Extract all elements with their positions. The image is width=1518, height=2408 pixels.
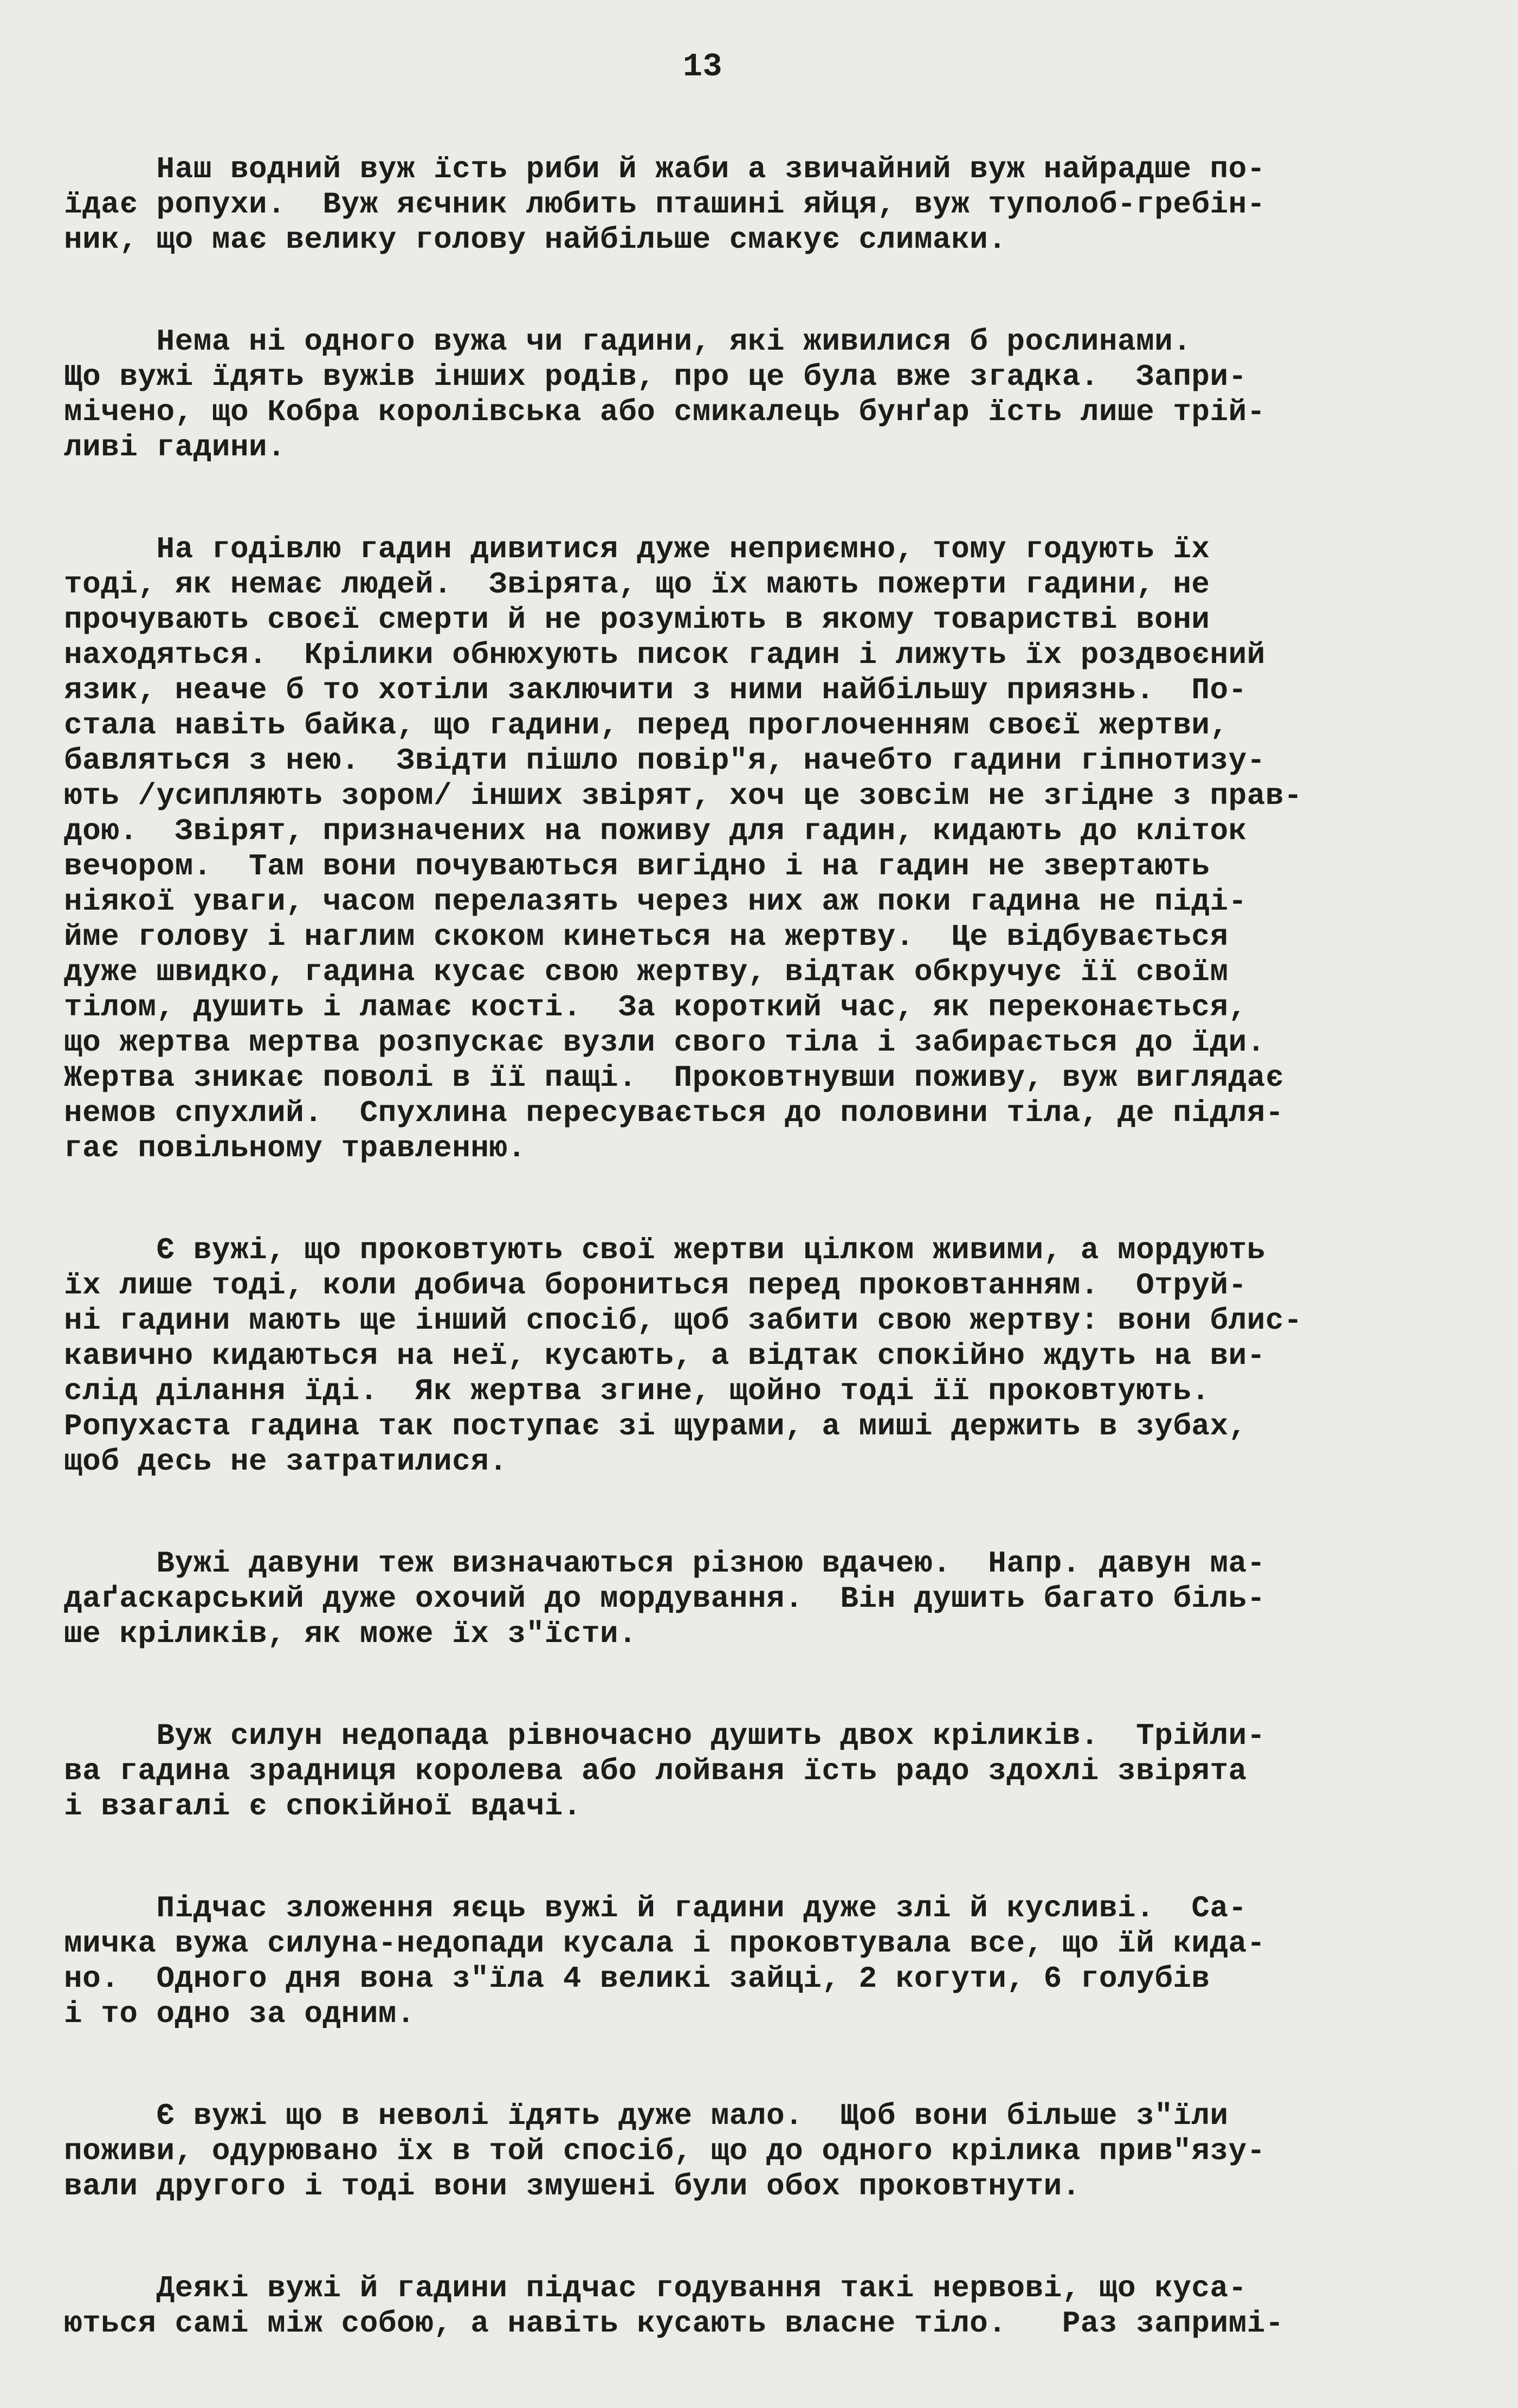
paragraph [64,1891,1473,2032]
text-line: Ропухаста гадина так поступає зі щурами, а миші держить в зубах, [64,1409,1247,1444]
text-line: Вужі давуни теж визначаються різною вдачею. Напр. давун ма- [64,1546,1265,1581]
text-line: Є вужі, що проковтують свої жертви цілком живими, а мордують [64,1233,1265,1267]
paragraph [64,152,1473,257]
paragraph [64,1718,1473,1824]
document-body [64,152,1473,2408]
text-line: ник, що має велику голову найбільше смакує слимаки. [64,222,1007,257]
text-line: прочувають своєї смерти й не розуміють в якому товаристві вони [64,602,1210,637]
text-line: На годівлю гадин дивитися дуже неприємно, тому годують їх [64,532,1210,566]
text-line: Нема ні одного вужа чи гадини, які живилися б рослинами. [64,324,1192,359]
text-line: ніякої уваги, часом перелазять через них аж поки гадина не піді- [64,884,1247,919]
text-line: що жертва мертва розпускає вузли свого тіла і забирається до їди. [64,1025,1265,1060]
text-line: ше кріликів, як може їх з"їсти. [64,1617,637,1651]
text-line: і то одно за одним. [64,1997,416,2031]
text-line: ються самі між собою, а навіть кусають власне тіло. Раз запримі- [64,2306,1284,2341]
text-line: бавляться з нею. Звідти пішло повір"я, начебто гадини гіпнотизу- [64,743,1265,778]
text-line: щоб десь не затратилися. [64,1444,508,1479]
paragraph [64,324,1473,465]
text-line: находяться. Крілики обнюхують писок гадин і лижуть їх роздвоєний [64,638,1265,672]
text-line: Є вужі що в неволі їдять дуже мало. Щоб вони більше з"їли [64,2098,1229,2133]
paragraph [64,2098,1473,2204]
text-line: їх лише тоді, коли добича борониться перед проковтанням. Отруй- [64,1268,1247,1303]
text-line: тоді, як немає людей. Звірята, що їх мають пожерти гадини, не [64,567,1210,602]
paragraph [64,1546,1473,1652]
text-line: ливі гадини. [64,430,286,465]
text-line: поживи, одурювано їх в той спосіб, що до одного крілика прив"язу- [64,2134,1265,2168]
text-line: язик, неаче б то хотіли заключити з ними найбільшу приязнь. По- [64,673,1247,707]
text-line: йме голову і наглим скоком кинеться на жертву. Це відбувається [64,919,1229,954]
text-line: немов спухлий. Спухлина пересувається до половини тіла, де підля- [64,1096,1284,1130]
text-line: ють /усипляють зором/ інших звірят, хоч це зовсім не згідне з прав- [64,778,1303,813]
text-line: тілом, душить і ламає кості. За короткий час, як переконається, [64,990,1247,1025]
text-line: но. Одного дня вона з"їла 4 великі зайці, 2 когути, 6 голубів [64,1961,1210,1996]
text-line: ні гадини мають ще інший спосіб, щоб забити свою жертву: вони блис- [64,1303,1303,1338]
text-line: їдає ропухи. Вуж яєчник любить пташині яйця, вуж туполоб-гребін- [64,187,1265,222]
text-line: кавично кидаються на неї, кусають, а відтак спокійно ждуть на ви- [64,1338,1265,1373]
text-line: Що вужі їдять вужів інших родів, про це була вже згадка. Запри- [64,359,1247,394]
text-line: слід ділання їді. Як жертва згине, щойно тоді її проковтують. [64,1374,1210,1408]
text-line: Наш водний вуж їсть риби й жаби а звичайний вуж найрадше по- [64,152,1265,186]
text-line: Жертва зникає поволі в її пащі. Проковтнувши поживу, вуж виглядає [64,1060,1284,1095]
text-line: Підчас зложення яєць вужі й гадини дуже злі й кусливі. Са- [64,1891,1247,1926]
text-line: вечором. Там вони почуваються вигідно і на гадин не звертають [64,849,1210,884]
text-line: дуже швидко, гадина кусає свою жертву, відтак обкручує її своїм [64,955,1229,989]
page-number: 13 [683,49,723,86]
text-line: вали другого і тоді вони змушені були обох проковтнути. [64,2169,1081,2204]
text-line: гає повільному травленню. [64,1131,526,1166]
text-line: стала навіть байка, що гадини, перед проглоченням своєї жертви, [64,708,1229,743]
paragraph [64,1233,1473,1479]
paragraph [64,2271,1473,2341]
paragraph [64,532,1473,1166]
text-line: даґаскарський дуже охочий до мордування. Він душить багато біль- [64,1581,1265,1616]
text-line: мічено, що Кобра королівська або смикалець бунґар їсть лише трій- [64,395,1265,429]
text-line: і взагалі є спокійної вдачі. [64,1789,582,1824]
text-line: мичка вужа силуна-недопади кусала і проковтувала все, що їй кида- [64,1926,1265,1961]
text-line: Вуж силун недопада рівночасно душить двох кріликів. Трійли- [64,1718,1265,1753]
text-line: Деякі вужі й гадини підчас годування такі нервові, що куса- [64,2271,1247,2306]
text-line: дою. Звірят, призначених на поживу для гадин, кидають до кліток [64,814,1247,848]
text-line: ва гадина зрадниця королева або лойваня їсть радо здохлі звірята [64,1754,1247,1788]
